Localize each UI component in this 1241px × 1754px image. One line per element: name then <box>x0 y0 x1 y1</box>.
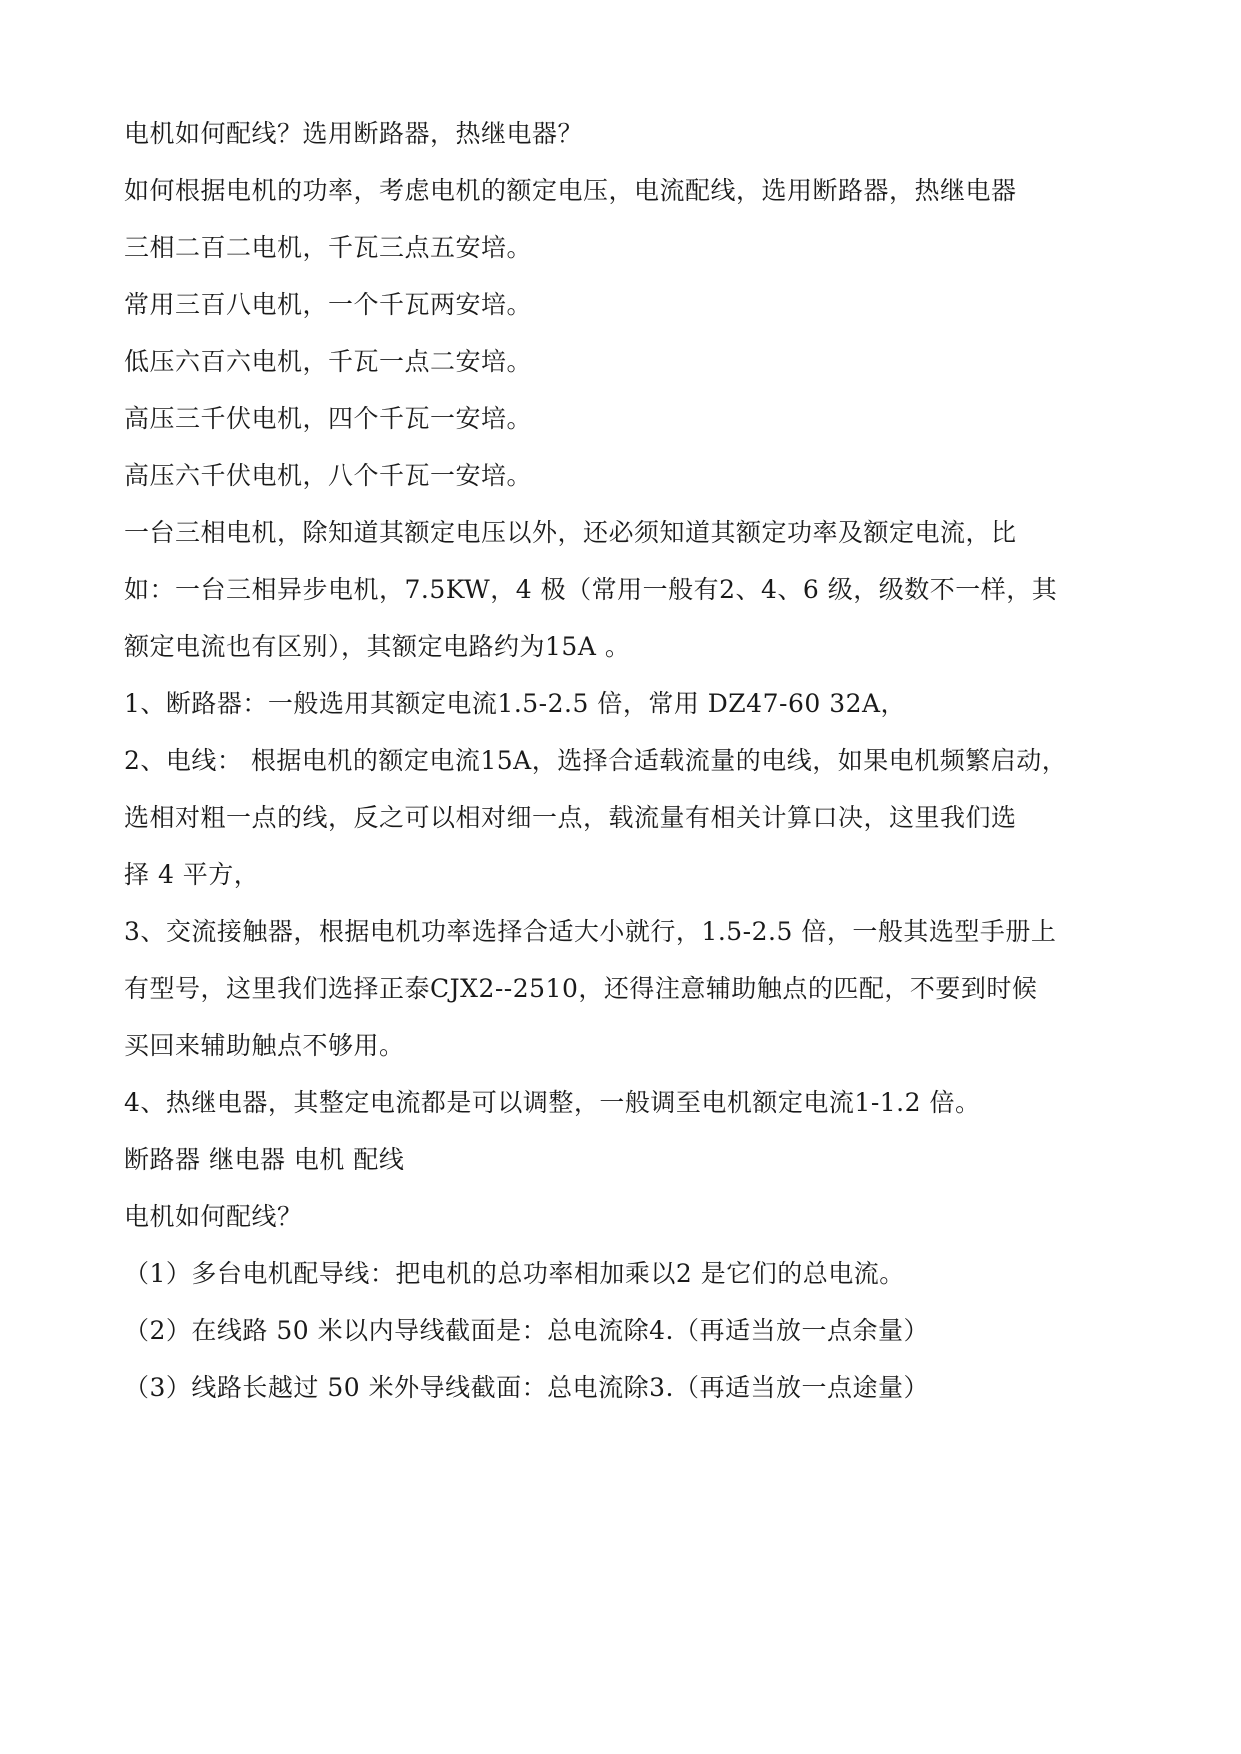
list-item-contactor: 3、交流接触器，根据电机功率选择合适大小就行，1.5-2.5 倍，一般其选型手册上 <box>124 917 1057 946</box>
intro-line: 如何根据电机的功率，考虑电机的额定电压，电流配线，选用断路器，热继电器 <box>124 176 1017 205</box>
list-item-breaker: 1、断路器：一般选用其额定电流1.5-2.5 倍，常用 DZ47-60 32A， <box>124 689 907 718</box>
section-heading: 电机如何配线？ <box>124 1202 303 1231</box>
paragraph-line: 一台三相电机，除知道其额定电压以外，还必须知道其额定功率及额定电流，比 <box>124 518 1017 547</box>
rule-line-3kv: 高压三千伏电机，四个千瓦一安培。 <box>124 404 533 433</box>
list-item-wire: 2、电线： 根据电机的额定电流15A，选择合适载流量的电线，如果电机频繁启动， <box>124 746 1068 775</box>
list-item-wire-cont: 选相对粗一点的线，反之可以相对细一点，载流量有相关计算口决，这里我们选 <box>124 803 1017 832</box>
rule-line-660v: 低压六百六电机，千瓦一点二安培。 <box>124 347 533 376</box>
list-item-thermal-relay: 4、热继电器，其整定电流都是可以调整，一般调至电机额定电流1-1.2 倍。 <box>124 1088 981 1117</box>
rule-line-220v: 三相二百二电机，千瓦三点五安培。 <box>124 233 533 262</box>
paragraph-line: 如：一台三相异步电机，7.5KW，4 极（常用一般有2、4、6 级，级数不一样，其 <box>124 575 1058 604</box>
paragraph-line: 额定电流也有区别），其额定电路约为15A 。 <box>124 632 631 661</box>
tags-line: 断路器 继电器 电机 配线 <box>124 1145 405 1174</box>
list-item-wire-cont: 择 4 平方， <box>124 860 260 889</box>
rule-item-2: （2）在线路 50 米以内导线截面是：总电流除4.（再适当放一点余量） <box>124 1316 929 1345</box>
list-item-contactor-cont: 有型号，这里我们选择正泰CJX2--2510，还得注意辅助触点的匹配，不要到时候 <box>124 974 1038 1003</box>
list-item-contactor-cont: 买回来辅助触点不够用。 <box>124 1031 405 1060</box>
rule-item-3: （3）线路长越过 50 米外导线截面：总电流除3.（再适当放一点途量） <box>124 1373 929 1402</box>
rule-line-6kv: 高压六千伏电机，八个千瓦一安培。 <box>124 461 533 490</box>
rule-line-380v: 常用三百八电机，一个千瓦两安培。 <box>124 290 533 319</box>
title-line: 电机如何配线？选用断路器，热继电器？ <box>124 119 584 148</box>
rule-item-1: （1）多台电机配导线：把电机的总功率相加乘以2 是它们的总电流。 <box>124 1259 905 1288</box>
